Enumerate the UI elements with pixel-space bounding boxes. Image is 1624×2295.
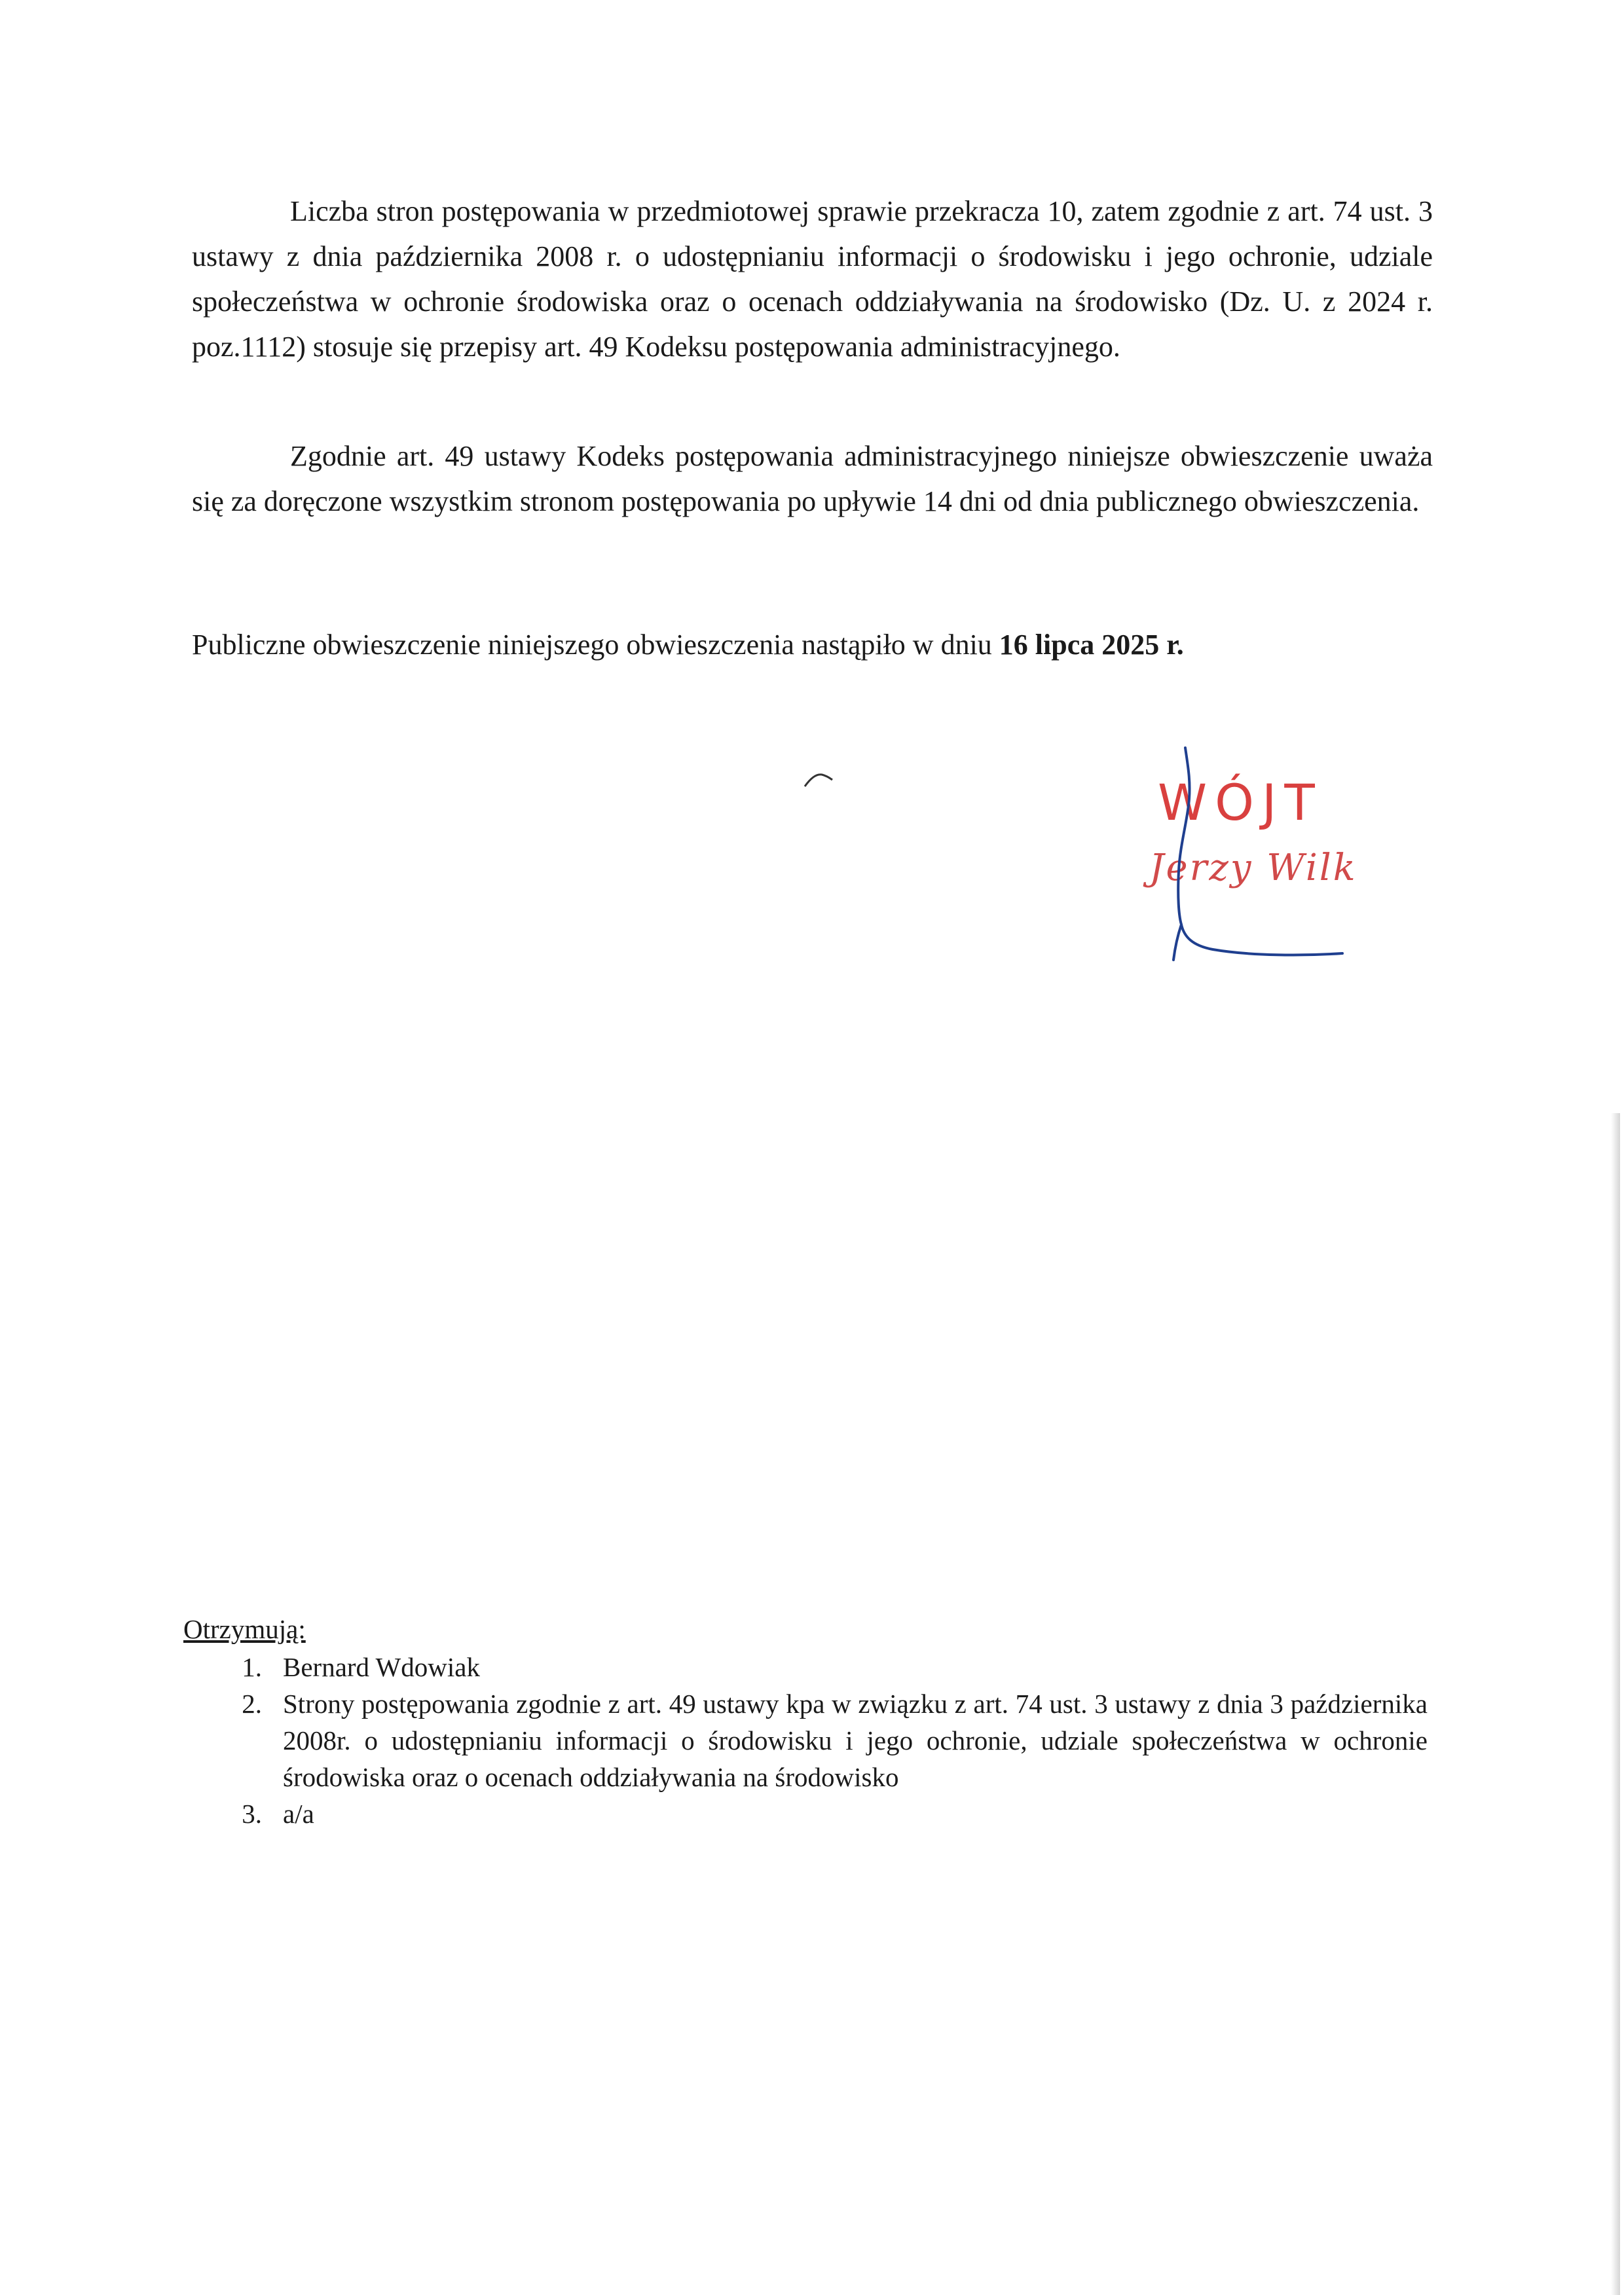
stamp-name: Jerzy Wilk [1149,847,1357,889]
recipient-text: Strony postępowania zgodnie z art. 49 ustawy kpa w związku z art. 74 ust. 3 ustawy z dnia 3 października 2008r. o udostępnianiu informacji o środowisku i jego ochronie, udziale społeczeństwa w ochronie środowiska oraz o ocenach oddziaływania na środowisko [283,1689,1428,1792]
stamp-title: WÓJT [1158,773,1323,832]
recipients-heading: Otrzymują: [183,1614,306,1644]
recipient-number: 1. [242,1652,262,1682]
handwritten-signature [1139,740,1375,982]
pen-tick-mark [802,769,835,789]
publication-text: Publiczne obwieszczenie niniejszego obwieszczenia nastąpiło w dniu [192,629,999,661]
official-stamp [1139,740,1375,982]
recipients-list [183,1649,1428,1832]
recipient-number: 2. [242,1689,262,1719]
recipient-text: Bernard Wdowiak [283,1652,480,1682]
recipient-item [183,1649,1428,1685]
scan-edge-shadow [1611,1113,1620,2295]
recipient-item [183,1685,1428,1795]
paragraph-delivery-rule: Zgodnie art. 49 ustawy Kodeks postępowania administracyjnego niniejsze obwieszczenie uważa się za doręczone wszystkim stronom postępowania po upływie 14 dni od dnia publicznego obwieszczenia. [192,440,1433,517]
recipient-item [183,1795,1428,1832]
recipient-text: a/a [283,1799,314,1829]
recipient-number: 3. [242,1799,262,1829]
paragraph-parties-count: Liczba stron postępowania w przedmiotowej sprawie przekracza 10, zatem zgodnie z art. 74 ust. 3 ustawy z dnia października 2008 r. o udostępnianiu informacji o środowisku i jego ochronie, udziale społeczeństwa w ochronie środowiska oraz o ocenach oddziaływania na środowisko (Dz. U. z 2024 r. poz.1112) stosuje się przepisy art. 49 Kodeksu postępowania administracyjnego. [192,195,1433,363]
paragraph-publication-date [192,622,1433,667]
recipients-section [183,1611,1428,1832]
publication-date: 16 lipca 2025 r. [999,629,1184,661]
